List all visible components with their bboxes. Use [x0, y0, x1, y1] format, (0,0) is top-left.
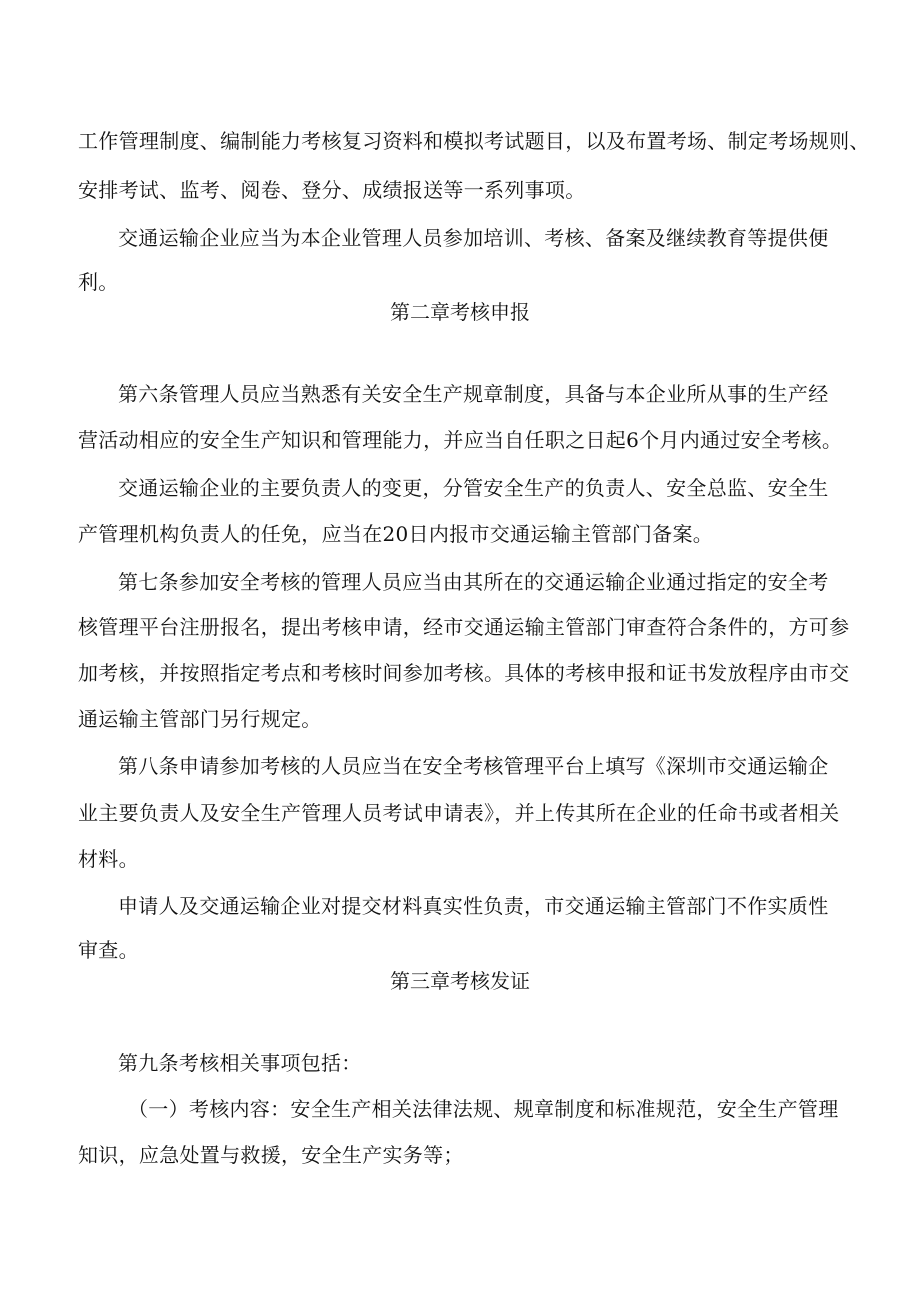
paragraph-line: 交通运输企业应当为本企业管理人员参加培训、考核、备案及继续教育等提供便 [118, 226, 829, 250]
paragraph-line: 通运输主管部门另行规定。 [78, 707, 322, 731]
paragraph-line: 第六条管理人员应当熟悉有关安全生产规章制度，具备与本企业所从事的生产经 [118, 382, 829, 406]
chapter-heading: 第二章考核申报 [390, 300, 530, 324]
paragraph-line: 材料。 [78, 847, 139, 871]
chapter-heading: 第三章考核发证 [390, 969, 530, 993]
paragraph-line: 第八条申请参加考核的人员应当在安全考核管理平台上填写《深圳市交通运输企 [118, 754, 829, 778]
paragraph-line: 业主要负责人及安全生产管理人员考试申请表》，并上传其所在企业的任命书或者相关 [78, 801, 840, 825]
paragraph-line: 产管理机构负责人的任免，应当在20日内报市交通运输主管部门备案。 [78, 522, 714, 546]
paragraph-line: 核管理平台注册报名，提出考核申请，经市交通运输主管部门审查符合条件的，方可参 [78, 615, 850, 639]
paragraph-line: 加考核，并按照指定考点和考核时间参加考核。具体的考核申报和证书发放程序由市交 [78, 661, 850, 685]
paragraph-line: 第七条参加安全考核的管理人员应当由其所在的交通运输企业通过指定的安全考 [118, 570, 829, 594]
paragraph-line: （一）考核内容：安全生产相关法律法规、规章制度和标准规范，安全生产管理 [128, 1097, 839, 1121]
paragraph-line: 安排考试、监考、阅卷、登分、成绩报送等一系列事项。 [78, 178, 586, 202]
paragraph-line: 营活动相应的安全生产知识和管理能力，并应当自任职之日起6个月内通过安全考核。 [78, 428, 843, 452]
paragraph-line: 审查。 [78, 938, 139, 962]
paragraph-line: 利。 [78, 270, 119, 294]
paragraph-line: 申请人及交通运输企业对提交材料真实性负责，市交通运输主管部门不作实质性 [118, 894, 829, 918]
paragraph-line: 第九条考核相关事项包括： [118, 1051, 362, 1075]
paragraph-line: 交通运输企业的主要负责人的变更，分管安全生产的负责人、安全总监、安全生 [118, 476, 829, 500]
paragraph-line: 知识，应急处置与救援，安全生产实务等； [78, 1143, 464, 1167]
paragraph-line: 工作管理制度、编制能力考核复习资料和模拟考试题目，以及布置考场、制定考场规则、 [78, 129, 870, 153]
